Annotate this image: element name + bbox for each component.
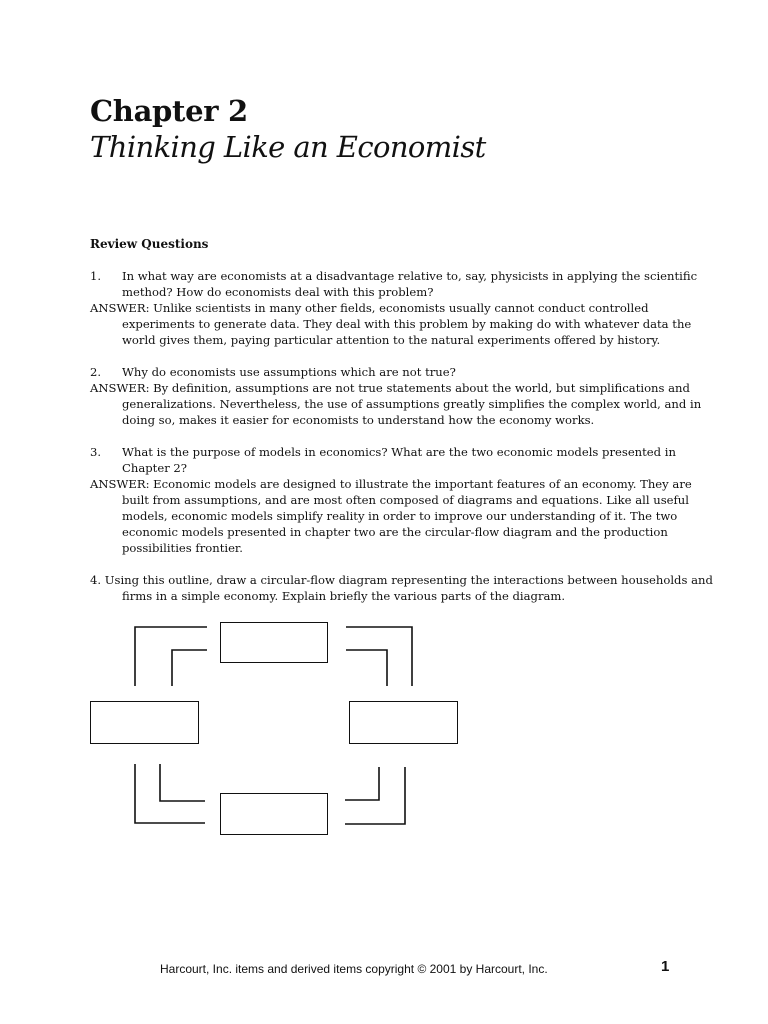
answer-text-line: models, economic models simplify reality in order to improve our understanding of it. The two xyxy=(122,509,678,523)
question-text-line: In what way are economists at a disadvantage relative to, say, physicists in applying the scientific xyxy=(122,269,698,283)
flow-bracket xyxy=(345,767,405,824)
question-text-line: 4. Using this outline, draw a circular-flow diagram representing the interactions between households and xyxy=(90,573,713,587)
question-text-line: What is the purpose of models in economics? What are the two economic models presented in xyxy=(122,445,676,459)
flow-bracket xyxy=(160,764,205,801)
question-text-line: firms in a simple economy. Explain briefly the various parts of the diagram. xyxy=(122,589,566,603)
page-number: 1 xyxy=(661,958,670,975)
flow-bracket xyxy=(346,627,412,686)
flow-bracket xyxy=(135,627,207,686)
question-text-line: Why do economists use assumptions which are not true? xyxy=(122,365,456,379)
section-heading: Review Questions xyxy=(90,237,209,251)
answer-text-line: ANSWER: Unlike scientists in many other fields, economists usually cannot conduct controlled xyxy=(90,301,649,315)
question-number: 2. xyxy=(90,365,102,379)
flow-bracket xyxy=(172,650,207,686)
footer-copyright: Harcourt, Inc. items and derived items copyright © 2001 by Harcourt, Inc. xyxy=(160,962,548,976)
chapter-number: Chapter 2 xyxy=(90,94,248,128)
answer-text-line: built from assumptions, and are most often composed of diagrams and equations. Like all useful xyxy=(122,493,689,507)
answer-text-line: world gives them, paying particular attention to the natural experiments offered by history. xyxy=(122,333,661,347)
answer-text-line: doing so, makes it easier for economists to understand how the economy works. xyxy=(122,413,595,427)
flow-bracket xyxy=(135,764,205,823)
flow-bracket xyxy=(345,767,379,800)
answer-text-line: experiments to generate data. They deal with this problem by making do with whatever data the xyxy=(122,317,692,331)
question-number: 3. xyxy=(90,445,102,459)
answer-text-line: ANSWER: Economic models are designed to illustrate the important features of an economy. They are xyxy=(90,477,692,491)
answer-text-line: generalizations. Nevertheless, the use of assumptions greatly simplifies the complex world, and in xyxy=(122,397,702,411)
answer-text-line: ANSWER: By definition, assumptions are not true statements about the world, but simplifications and xyxy=(90,381,690,395)
answer-text-line: economic models presented in chapter two are the circular-flow diagram and the production xyxy=(122,525,668,539)
flow-bracket xyxy=(346,650,387,686)
question-number: 1. xyxy=(90,269,102,283)
answer-text-line: possibilities frontier. xyxy=(122,541,243,555)
question-text-line: method? How do economists deal with this problem? xyxy=(122,285,434,299)
question-text-line: Chapter 2? xyxy=(122,461,188,475)
chapter-title: Thinking Like an Economist xyxy=(90,130,486,164)
